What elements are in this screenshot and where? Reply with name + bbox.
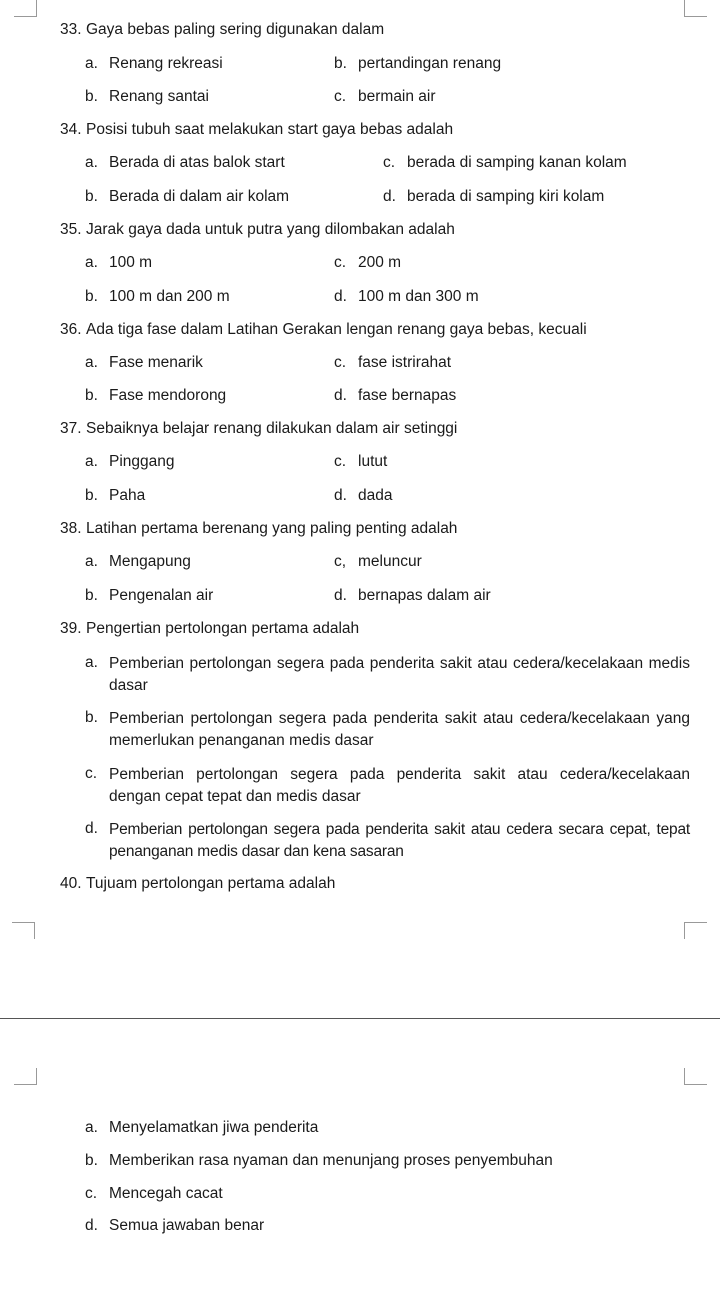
option-text: Pemberian pertolongan segera pada penderita sakit atau cedera/kecelakaan yang memerlukan penanganan medis dasar bbox=[109, 710, 690, 749]
option-37d bbox=[334, 486, 392, 506]
option-letter: b. bbox=[85, 387, 98, 404]
option-text: fase bernapas bbox=[358, 387, 457, 404]
option-letter: c. bbox=[334, 453, 347, 470]
option-36a bbox=[85, 353, 203, 373]
option-letter: b. bbox=[85, 587, 98, 604]
option-text: bermain air bbox=[358, 88, 436, 105]
option-40d bbox=[85, 1216, 264, 1236]
question-number: 39. bbox=[60, 620, 82, 637]
option-text: Renang santai bbox=[109, 88, 209, 105]
option-letter: b. bbox=[85, 88, 98, 105]
option-text: Menyelamatkan jiwa penderita bbox=[109, 1119, 319, 1136]
option-33c bbox=[334, 87, 436, 107]
option-39b bbox=[85, 708, 690, 752]
option-letter: b. bbox=[85, 709, 98, 726]
option-letter: d. bbox=[85, 820, 98, 837]
option-33b-right bbox=[334, 54, 501, 74]
option-letter: b. bbox=[85, 487, 98, 504]
option-text: 200 m bbox=[358, 254, 402, 271]
option-letter: a. bbox=[85, 1119, 98, 1136]
option-text: Pemberian pertolongan segera pada penderita sakit atau cedera/kecelakaan dengan cepat tepat dan medis dasar bbox=[109, 766, 690, 805]
option-text: Berada di dalam air kolam bbox=[109, 188, 290, 205]
question-39 bbox=[60, 619, 359, 639]
option-34a bbox=[85, 153, 285, 173]
option-text: Pemberian pertolongan segera pada penderita sakit atau cedera/kecelakaan medis dasar bbox=[109, 655, 690, 694]
question-37 bbox=[60, 419, 457, 439]
option-37c bbox=[334, 452, 387, 472]
option-text: bernapas dalam air bbox=[358, 587, 491, 604]
option-text: lutut bbox=[358, 453, 388, 470]
question-33 bbox=[60, 20, 384, 40]
option-text: Pengenalan air bbox=[109, 587, 214, 604]
option-letter: b. bbox=[85, 1152, 98, 1169]
option-39d bbox=[85, 819, 690, 863]
question-text: Posisi tubuh saat melakukan start gaya bebas adalah bbox=[86, 121, 454, 138]
option-letter: b. bbox=[334, 55, 347, 72]
option-letter: c, bbox=[334, 553, 347, 570]
corner-mark-bottom-right bbox=[684, 922, 707, 939]
option-letter: c. bbox=[383, 154, 396, 171]
option-40c bbox=[85, 1184, 223, 1204]
option-33a bbox=[85, 54, 223, 74]
option-33b bbox=[85, 87, 209, 107]
option-text: fase istrirahat bbox=[358, 354, 452, 371]
question-number: 33. bbox=[60, 21, 82, 38]
question-text: Sebaiknya belajar renang dilakukan dalam air setinggi bbox=[86, 420, 458, 437]
option-38c bbox=[334, 552, 422, 572]
option-36d bbox=[334, 386, 456, 406]
option-35c bbox=[334, 253, 401, 273]
option-text: pertandingan renang bbox=[358, 55, 502, 72]
option-39c bbox=[85, 764, 690, 808]
option-text: Semua jawaban benar bbox=[109, 1217, 265, 1234]
question-text: Ada tiga fase dalam Latihan Gerakan lengan renang gaya bebas, kecuali bbox=[86, 321, 587, 338]
option-letter: c. bbox=[334, 354, 347, 371]
option-text: Berada di atas balok start bbox=[109, 154, 285, 171]
question-number: 40. bbox=[60, 875, 82, 892]
corner-mark-top-left bbox=[14, 0, 37, 17]
option-letter: c. bbox=[85, 1185, 98, 1202]
option-34d bbox=[383, 187, 604, 207]
option-text: Pinggang bbox=[109, 453, 175, 470]
option-34b bbox=[85, 187, 289, 207]
option-letter: d. bbox=[334, 288, 347, 305]
option-letter: b. bbox=[85, 288, 98, 305]
option-40a bbox=[85, 1118, 318, 1138]
option-text: meluncur bbox=[358, 553, 422, 570]
question-34 bbox=[60, 120, 453, 140]
option-36b bbox=[85, 386, 226, 406]
option-text: Mencegah cacat bbox=[109, 1185, 223, 1202]
option-37a bbox=[85, 452, 175, 472]
option-text: berada di samping kanan kolam bbox=[407, 154, 627, 171]
option-letter: d. bbox=[383, 188, 396, 205]
question-38 bbox=[60, 519, 457, 539]
option-letter: c. bbox=[85, 765, 98, 782]
question-text: Pengertian pertolongan pertama adalah bbox=[86, 620, 360, 637]
option-text: Mengapung bbox=[109, 553, 191, 570]
option-34c bbox=[383, 153, 627, 173]
option-letter: a. bbox=[85, 55, 98, 72]
option-text: 100 m bbox=[109, 254, 153, 271]
option-38d bbox=[334, 586, 491, 606]
question-35 bbox=[60, 220, 455, 240]
page-break-divider bbox=[0, 1018, 720, 1019]
question-text: Latihan pertama berenang yang paling penting adalah bbox=[86, 520, 458, 537]
question-40 bbox=[60, 874, 335, 894]
option-letter: a. bbox=[85, 254, 98, 271]
option-text: 100 m dan 200 m bbox=[109, 288, 230, 305]
option-text: Pemberian pertolongan segera pada penderita sakit atau cedera secara cepat, tepat penanganan medis dasar dan kena sasaran bbox=[109, 821, 690, 860]
option-text: Fase mendorong bbox=[109, 387, 227, 404]
option-text: Paha bbox=[109, 487, 146, 504]
option-letter: d. bbox=[334, 487, 347, 504]
option-38a bbox=[85, 552, 191, 572]
option-text: Fase menarik bbox=[109, 354, 203, 371]
option-letter: d. bbox=[85, 1217, 98, 1234]
question-number: 38. bbox=[60, 520, 82, 537]
option-letter: a. bbox=[85, 453, 98, 470]
option-letter: b. bbox=[85, 188, 98, 205]
option-37b bbox=[85, 486, 145, 506]
option-35b bbox=[85, 287, 230, 307]
question-number: 37. bbox=[60, 420, 82, 437]
corner-mark-next-top-left bbox=[14, 1068, 37, 1085]
option-35d bbox=[334, 287, 479, 307]
option-letter: a. bbox=[85, 154, 98, 171]
corner-mark-next-top-right bbox=[684, 1068, 707, 1085]
option-35a bbox=[85, 253, 152, 273]
option-36c bbox=[334, 353, 451, 373]
option-40b bbox=[85, 1151, 553, 1171]
option-letter: c. bbox=[334, 254, 347, 271]
question-number: 36. bbox=[60, 321, 82, 338]
question-36 bbox=[60, 320, 587, 340]
option-letter: c. bbox=[334, 88, 347, 105]
question-number: 34. bbox=[60, 121, 82, 138]
option-letter: d. bbox=[334, 387, 347, 404]
option-text: berada di samping kiri kolam bbox=[407, 188, 605, 205]
question-text: Tujuam pertolongan pertama adalah bbox=[86, 875, 336, 892]
option-text: dada bbox=[358, 487, 393, 504]
option-text: 100 m dan 300 m bbox=[358, 288, 479, 305]
question-text: Jarak gaya dada untuk putra yang dilombakan adalah bbox=[86, 221, 455, 238]
corner-mark-bottom-left bbox=[12, 922, 35, 939]
option-letter: a. bbox=[85, 553, 98, 570]
option-text: Memberikan rasa nyaman dan menunjang proses penyembuhan bbox=[109, 1152, 553, 1169]
question-text: Gaya bebas paling sering digunakan dalam bbox=[86, 21, 385, 38]
option-text: Renang rekreasi bbox=[109, 55, 223, 72]
option-letter: a. bbox=[85, 654, 98, 671]
option-38b bbox=[85, 586, 213, 606]
option-letter: a. bbox=[85, 354, 98, 371]
option-letter: d. bbox=[334, 587, 347, 604]
question-number: 35. bbox=[60, 221, 82, 238]
corner-mark-top-right bbox=[684, 0, 707, 17]
option-39a bbox=[85, 653, 690, 697]
